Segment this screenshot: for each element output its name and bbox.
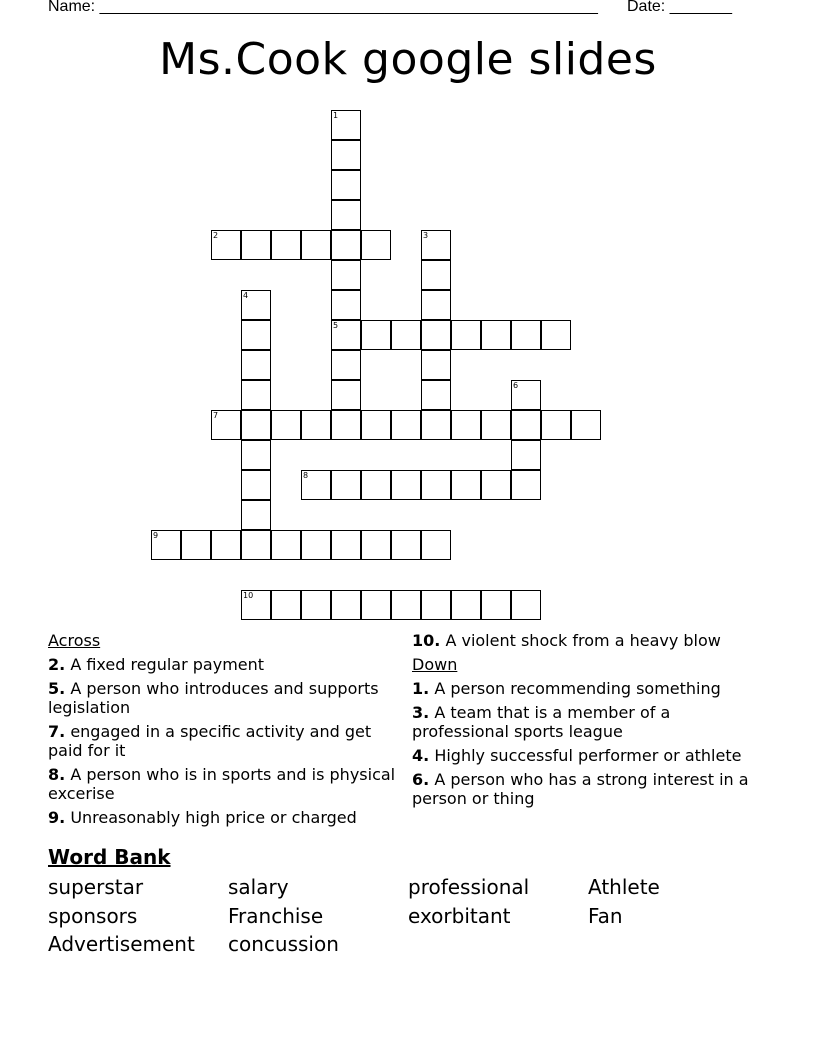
word-bank-item: Advertisement xyxy=(48,932,195,956)
grid-cell[interactable] xyxy=(481,410,511,440)
grid-cell[interactable] xyxy=(451,320,481,350)
clue-number: 10. xyxy=(412,631,441,650)
grid-cell[interactable] xyxy=(331,470,361,500)
clue-number: 5. xyxy=(48,679,66,698)
grid-cell[interactable] xyxy=(241,440,271,470)
clue-text: A team that is a member of a professional sports league xyxy=(412,703,671,741)
grid-cell[interactable] xyxy=(511,590,541,620)
clue-across-5 xyxy=(48,679,398,717)
word-bank-item: superstar xyxy=(48,875,144,899)
grid-cell[interactable] xyxy=(571,410,601,440)
grid-cell[interactable] xyxy=(331,200,361,230)
grid-cell[interactable] xyxy=(331,590,361,620)
grid-cell[interactable] xyxy=(391,410,421,440)
grid-cell[interactable] xyxy=(361,590,391,620)
grid-cell[interactable] xyxy=(541,320,571,350)
clue-number: 3. xyxy=(412,703,430,722)
grid-cell[interactable] xyxy=(451,470,481,500)
grid-cell[interactable] xyxy=(511,440,541,470)
word-bank-item: exorbitant xyxy=(408,904,511,928)
clue-down-3 xyxy=(412,703,762,741)
clue-number: 9. xyxy=(48,808,66,827)
clue-across-7 xyxy=(48,722,398,760)
word-bank-item: sponsors xyxy=(48,904,138,928)
grid-cell[interactable] xyxy=(241,380,271,410)
word-bank-item: professional xyxy=(408,875,530,899)
clue-number: 6. xyxy=(412,770,430,789)
grid-cell[interactable] xyxy=(481,470,511,500)
clue-number: 1. xyxy=(412,679,430,698)
grid-cell[interactable] xyxy=(361,470,391,500)
grid-cell[interactable] xyxy=(241,230,271,260)
clue-text: engaged in a specific activity and get paid for it xyxy=(48,722,372,760)
clue-number: 4. xyxy=(412,746,430,765)
grid-cell[interactable] xyxy=(331,230,361,260)
grid-cell[interactable] xyxy=(511,470,541,500)
clue-text: Highly successful performer or athlete xyxy=(434,746,742,765)
grid-cell[interactable] xyxy=(331,530,361,560)
grid-cell[interactable] xyxy=(391,470,421,500)
grid-cell[interactable] xyxy=(361,230,391,260)
clue-text: Unreasonably high price or charged xyxy=(70,808,357,827)
grid-cell[interactable] xyxy=(361,320,391,350)
word-bank-item: Athlete xyxy=(588,875,660,899)
clue-text: A fixed regular payment xyxy=(70,655,265,674)
clue-text: A violent shock from a heavy blow xyxy=(445,631,721,650)
clue-number-label: 1 xyxy=(333,111,339,120)
grid-cell[interactable] xyxy=(211,530,241,560)
clues-left-column xyxy=(48,631,398,832)
grid-cell[interactable] xyxy=(241,530,271,560)
grid-cell[interactable] xyxy=(331,350,361,380)
clue-number-label: 2 xyxy=(213,231,219,240)
grid-cell[interactable] xyxy=(361,410,391,440)
word-bank-item: salary xyxy=(228,875,289,899)
clue-down-4 xyxy=(412,746,762,765)
clues-right-column xyxy=(412,631,762,813)
clue-across-2 xyxy=(48,655,398,674)
word-bank-item: Fan xyxy=(588,904,623,928)
grid-cell[interactable] xyxy=(421,590,451,620)
grid-cell[interactable] xyxy=(421,350,451,380)
date-field: Date: _______ xyxy=(627,0,732,15)
grid-cell[interactable] xyxy=(541,410,571,440)
grid-cell[interactable] xyxy=(421,410,451,440)
clue-number: 7. xyxy=(48,722,66,741)
clue-number-label: 6 xyxy=(513,381,519,390)
word-bank-item: concussion xyxy=(228,932,339,956)
grid-cell[interactable] xyxy=(451,590,481,620)
grid-cell[interactable] xyxy=(301,230,331,260)
grid-cell[interactable] xyxy=(391,590,421,620)
grid-cell[interactable] xyxy=(301,590,331,620)
name-field: Name: ________________________________________________________ xyxy=(48,0,598,15)
grid-cell[interactable] xyxy=(421,260,451,290)
grid-cell[interactable] xyxy=(271,410,301,440)
clue-text: A person who is in sports and is physical excerise xyxy=(48,765,396,803)
down-heading: Down xyxy=(412,655,458,674)
clue-number-label: 5 xyxy=(333,321,339,330)
clue-number-label: 4 xyxy=(243,291,249,300)
clue-number-label: 8 xyxy=(303,471,309,480)
grid-cell[interactable] xyxy=(391,530,421,560)
grid-cell[interactable] xyxy=(511,410,541,440)
clue-number-label: 9 xyxy=(153,531,159,540)
clue-down-1 xyxy=(412,679,762,698)
clue-across-10 xyxy=(412,631,762,650)
grid-cell[interactable] xyxy=(421,380,451,410)
clue-across-9 xyxy=(48,808,398,827)
grid-cell[interactable] xyxy=(241,350,271,380)
grid-cell[interactable] xyxy=(481,320,511,350)
grid-cell[interactable] xyxy=(421,320,451,350)
grid-cell[interactable] xyxy=(331,140,361,170)
clue-number: 2. xyxy=(48,655,66,674)
grid-cell[interactable] xyxy=(421,470,451,500)
grid-cell[interactable] xyxy=(241,320,271,350)
clue-across-8 xyxy=(48,765,398,803)
word-bank-title: Word Bank xyxy=(48,845,171,869)
grid-cell[interactable] xyxy=(271,230,301,260)
grid-cell[interactable] xyxy=(451,410,481,440)
clue-number-label: 7 xyxy=(213,411,219,420)
word-bank-item: Franchise xyxy=(228,904,324,928)
grid-cell[interactable] xyxy=(241,500,271,530)
grid-cell[interactable] xyxy=(331,260,361,290)
across-heading: Across xyxy=(48,631,101,650)
grid-cell[interactable] xyxy=(301,410,331,440)
grid-cell[interactable] xyxy=(331,380,361,410)
grid-cell[interactable] xyxy=(271,530,301,560)
clue-number: 8. xyxy=(48,765,66,784)
grid-cell[interactable] xyxy=(361,530,391,560)
grid-cell[interactable] xyxy=(241,470,271,500)
grid-cell[interactable] xyxy=(421,530,451,560)
clue-number-label: 10 xyxy=(243,591,254,600)
clue-down-6 xyxy=(412,770,762,808)
grid-cell[interactable] xyxy=(421,290,451,320)
grid-cell[interactable] xyxy=(481,590,511,620)
clue-text: A person who introduces and supports legislation xyxy=(48,679,379,717)
grid-cell[interactable] xyxy=(301,530,331,560)
grid-cell[interactable] xyxy=(331,410,361,440)
clue-text: A person who has a strong interest in a person or thing xyxy=(412,770,749,808)
grid-cell[interactable] xyxy=(241,410,271,440)
grid-cell[interactable] xyxy=(511,320,541,350)
grid-cell[interactable] xyxy=(181,530,211,560)
grid-cell[interactable] xyxy=(331,290,361,320)
grid-cell[interactable] xyxy=(271,590,301,620)
clue-number-label: 3 xyxy=(423,231,429,240)
page-title: Ms.Cook google slides xyxy=(159,34,657,85)
grid-cell[interactable] xyxy=(331,170,361,200)
clue-text: A person recommending something xyxy=(434,679,721,698)
grid-cell[interactable] xyxy=(391,320,421,350)
